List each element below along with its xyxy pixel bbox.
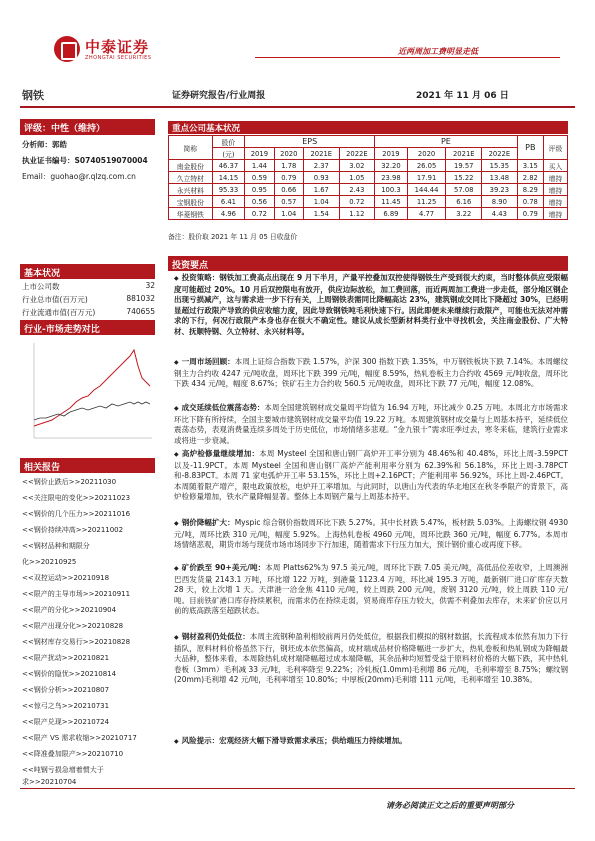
para-risk: ◆ 风险提示：宏观经济大幅下滑导致需求承压；供给端压力持续增加。 [174,736,407,745]
related-report-link[interactable]: <<钢价的几个压力>>20211016 [22,510,131,518]
table-cell: 1.05 [339,172,375,184]
col-pb: PB [517,136,543,160]
table-cell: 3.22 [446,208,482,220]
table-cell: 增持 [543,184,567,196]
logo-subtitle: ZHONGTAI SECURITIES [85,55,152,61]
table-cell: 0.56 [245,196,274,208]
related-report-link[interactable]: <<吨钢亏损急增着惯大于 [22,766,104,774]
report-type: 证券研究报告/行业周报 [172,91,266,101]
table-cell: 6.16 [446,196,482,208]
basic-info-band: 基本状况 [20,264,155,279]
col-year: 2022E [482,148,518,160]
table-cell: 14.15 [212,172,245,184]
related-reports-band: 相关报告 [20,458,155,473]
table-cell: 0.72 [245,208,274,220]
related-report-link[interactable]: <<限产 VS 需求收缩>>20210717 [22,734,137,742]
table-cell: 8.29 [517,184,543,196]
related-report-link[interactable]: <<双控运动>>20210918 [22,574,110,582]
related-report-link[interactable]: <<限产的分化>>20210904 [22,606,117,614]
related-report-link[interactable]: 化>>20210925 [22,558,77,566]
para-ore-price: ◆ 矿价跌至 90+美元/吨：本周 Platts62%为 97.5 美元/吨，周环比下跌 7.05 美元/吨，高低品位差收窄，上周澳洲巴西发货量 2143.1 万吨，环比增 122 万吨，到港量 1123.4 万吨，环比减 195.3 万吨，最新钢厂进口矿库存天数 28 天，较上次增 1 天。天津港一洽金焦 4110 元/吨，较上周跌 200 元/吨，废钢 3120 元/吨，较上周跌 110 元/吨。目前铁矿港口库存持续累积，而需求仍在持续走弱，贸易商库存压力较大，供需不利叠加去库存，未来矿价应以月前的底高跌落至超跌状态。 [174,563,568,616]
table-cell: 买入 [543,160,567,172]
table-cell: 95.33 [212,184,245,196]
table-cell: 4.77 [407,208,446,220]
related-report-link[interactable]: <<限产出现分化>>20210828 [22,622,124,630]
table-cell: 17.91 [407,172,446,184]
company-name-cell: 永兴材料 [169,184,213,196]
table-cell: 100.3 [375,184,408,196]
table-row [169,160,568,172]
industry-trend-line [34,350,150,426]
table-row [169,184,568,196]
trend-chart [20,338,155,456]
col-eps: EPS [245,136,375,148]
col-year: 2019 [375,148,408,160]
related-report-link[interactable]: <<限产扰动>>20210821 [22,654,110,662]
table-cell: 0.78 [517,196,543,208]
rating-band: 评级：中性（维持） [20,119,155,135]
table-cell: 6.89 [375,208,408,220]
company-name-cell: 南金股份 [169,160,213,172]
basic-row: 上市公司数 32 [22,281,155,291]
footer-disclaimer: 请务必阅读正文之后的重要声明部分 [386,801,514,810]
table-cell: 13.48 [482,172,518,184]
table-cell: 1.44 [245,160,274,172]
table-note: 备注：股价取 2021 年 11 月 05 日收盘价 [168,233,298,241]
license-line: 执业证书编号：S0740519070004 [22,156,148,165]
footer-divider [20,788,575,789]
table-cell: 0.93 [303,172,339,184]
table-cell: 2.37 [303,160,339,172]
table-cell: 2.82 [517,172,543,184]
related-report-link[interactable]: <<钢价的隐忧>>20210814 [22,670,117,678]
related-report-link[interactable]: <<钢价持续冲高>>20211002 [22,526,124,534]
para-trading: ◆ 成交延续低位震荡态势：本周全国建筑钢材成交量周平均值为 16.94 万吨，环比减少 0.25 万吨。本周北方市场需求环比下降有所持续，全国主要城市建筑钢材成交量平均值 19.22 万吨。本周建筑钢材成交量与上周基本持平，延续低位震荡态势，表观消费量连续多周处于历史低位，市场情绪多悲观。“金九银十”需求旺季过去，寒冬来临，建筑行业需求或将进一步衰减。 [174,403,568,445]
industry-label: 钢铁 [22,89,44,102]
col-pe: PE [375,136,517,148]
email-line: Email：guohao@r.qlzq.com.cn [22,172,136,181]
para-profit: ◆ 钢材盈利仍处低位：本周主流钢种盈利相较前两月仍处低位，根据我们模拟的钢材数据，长流程成本依然有加力下行插队，原料材料价格虽然下行，钢坯成本依然偏高，成材端成品材价格降幅进一步扩大，热轧卷板和热轧钢成为降幅最大品种，整体来看，本周除热轧成材端降幅超过成本端降幅，其余品种均短暂受益于原料材价格的大幅下跌，其中热轧卷板（3mm）毛利减 33 元/吨，毛利率降至 9.22%；冷轧板(1.0mm)毛利增 86 元/吨，毛利率增至 8.75%；螺纹钢(20mm)毛利增 42 元/吨，毛利率增至 10.80%；中厚板(20mm)毛利增 111 元/吨，毛利率增至 10.38%。 [174,632,569,685]
basic-row: 行业流通市值(百万元) 740655 [22,307,155,317]
table-cell: 0.79 [274,172,303,184]
table-cell: 6.41 [212,196,245,208]
report-date: 2021 年 11 月 06 日 [416,91,509,101]
report-headline: 近两周加工费明显走低 [398,47,478,56]
related-report-link[interactable]: <<降准叠加限产>>20210710 [22,750,124,758]
table-cell: 19.57 [446,160,482,172]
basic-row: 行业总市值(百万元) 881032 [22,294,155,304]
companies-table [168,135,568,220]
table-cell: 15.35 [482,160,518,172]
table-cell: 增持 [543,208,567,220]
related-report-link[interactable]: <<钢价止跌后>>20211030 [22,478,117,486]
table-cell: 3.02 [339,160,375,172]
col-year: 2021E [303,148,339,160]
related-report-link[interactable]: <<关注限电的变化>>20211023 [22,494,131,502]
col-name: 简称 [169,136,213,160]
para-strategy: ◆ 投资策略：钢铁加工费高点出现在 9 月下半月，产量平控叠加双控使得钢铁生产受到很大约束，当时整体供应受限幅度可能超过 20%。10 月后双控限电有放开，供应边际放松，加工费回落，而近两周加工费进一步走低，部分地区钢企出现亏损减产，这与需求进一步下行有关，上周钢铁表需同比降幅高达 23%，建筑钢成交同比下降超过 30%，已经明显超过行政限产导致的供应收缩力度，因此导致钢铁吨毛利快速下行。因此即便未来继续行政限产，可能也无法对冲需求的下行，何况行政限产本身也存在很大不确定性。建议从成长型新材料类行业中寻找机会，关注南金股份、广大特材、抚顺特钢、久立特材、永兴材料等。 [174,273,568,336]
col-year: 2020 [274,148,303,160]
table-cell: 57.08 [446,184,482,196]
table-cell: 46.37 [212,160,245,172]
table-cell: 0.57 [274,196,303,208]
col-year: 2019 [245,148,274,160]
related-report-link[interactable]: <<限产兑现>>20210724 [22,718,110,726]
table-cell: 增持 [543,196,567,208]
table-cell: 4.96 [212,208,245,220]
related-report-link[interactable]: <<惊弓之鸟>>20210731 [22,702,110,710]
col-year: 2022E [339,148,375,160]
company-name-cell: 宝钢股份 [169,196,213,208]
table-cell: 3.15 [517,160,543,172]
companies-band: 重点公司基本状况 [168,121,568,134]
logo-icon [54,36,80,62]
table-row [169,208,568,220]
trend-chart-band: 行业-市场走势对比 [20,320,155,335]
table-cell: 144.44 [407,184,446,196]
table-cell: 1.04 [303,196,339,208]
col-year: 2021E [446,148,482,160]
analyst-line: 分析师：郭皓 [22,140,67,149]
para-steel-price: ◆ 钢价降幅扩大：Myspic 综合钢价指数周环比下跌 5.27%。其中长材跌 5.47%，板材跌 5.03%。上海螺纹钢 4930 元/吨，周环比跌 310 元/吨，幅度 5.92%。上海热轧卷板 4960 元/吨，周环比跌 360 元/吨，幅度 6.77%。本周市场情绪悲观，期货市场与现货市场市场同步下行加速，随着需求下行压力加大，预计钢价重心或再度下移。 [174,518,568,550]
table-cell: 0.59 [245,172,274,184]
table-cell: 0.95 [245,184,274,196]
col-price-unit: (元) [212,148,245,160]
related-report-link[interactable]: <<钢价分析>>20210807 [22,686,110,694]
col-price: 股价 [212,136,245,148]
table-cell: 增持 [543,172,567,184]
related-report-link[interactable]: 求>>20210704 [22,778,77,786]
table-cell: 39.23 [482,184,518,196]
related-report-link[interactable]: <<钢材库存交易行>>20210828 [22,638,131,646]
table-cell: 2.43 [339,184,375,196]
table-cell: 11.25 [407,196,446,208]
table-cell: 4.43 [482,208,518,220]
col-rating: 评级 [543,136,567,160]
related-report-link[interactable]: <<限产的主导市场>>20210911 [22,590,131,598]
table-cell: 0.72 [339,196,375,208]
table-cell: 8.90 [482,196,518,208]
table-cell: 15.22 [446,172,482,184]
table-cell: 0.79 [517,208,543,220]
logo-text: 中泰证券 [85,38,150,56]
table-cell: 11.45 [375,196,408,208]
table-row [169,196,568,208]
table-cell: 32.20 [375,160,408,172]
para-market-review: ◆ 一周市场回顾：本周上证综合指数下跌 1.57%，沪深 300 指数下跌 1.35%，中万钢铁板块下跌 7.14%。本周螺纹钢主力合约收 4247 元/吨收盘，周环比下跌 399 元/吨，幅度 8.59%，热轧卷板主力合约收 4569 元/吨收盘，周环比下跌 434 元/吨，幅度 8.67%；铁矿石主力合约收 560.5 元/吨收盘，周环比下跌 77 元/吨，幅度 12.08%。 [174,357,568,389]
table-cell: 1.12 [339,208,375,220]
table-row [169,172,568,184]
table-cell: 1.54 [303,208,339,220]
table-cell: 1.78 [274,160,303,172]
market-trend-line [34,402,150,420]
company-name-cell: 久立特材 [169,172,213,184]
related-report-link[interactable]: <<钢材品种和期限分 [22,542,90,550]
table-cell: 23.98 [375,172,408,184]
company-name-cell: 华菱钢铁 [169,208,213,220]
col-year: 2020 [407,148,446,160]
table-cell: 1.67 [303,184,339,196]
table-cell: 1.04 [274,208,303,220]
investment-band: 投资要点 [168,256,568,271]
table-cell: 26.05 [407,160,446,172]
table-cell: 0.66 [274,184,303,196]
para-blast-furnace: ◆ 高炉检修量继续增加：本周 Mysteel 全国和唐山钢厂高炉开工率分别为 48.46%和 40.48%，环比上周-3.59PCT 以及-11.9PCT。本周 Mysteel 全国和唐山钢厂高炉产能利用率分别为 62.39%和 56.18%，环比上周-3.78PCT 和-8.83PCT。本周 71 家电弧炉开工率 53.15%，环比上周+2.16PCT；产能利用率 56.92%，环比上周-2.46PCT。本周随着限产增产，限电政策放松，电炉开工率增加。与此同时，以唐山为代表的华北地区在秋冬季限产的背景下，高炉检修量增加，铁水产量降幅显著。整体上本周钢产量与上周基本持平。 [174,449,569,502]
top-divider [20,106,575,108]
header-divider [255,57,560,58]
